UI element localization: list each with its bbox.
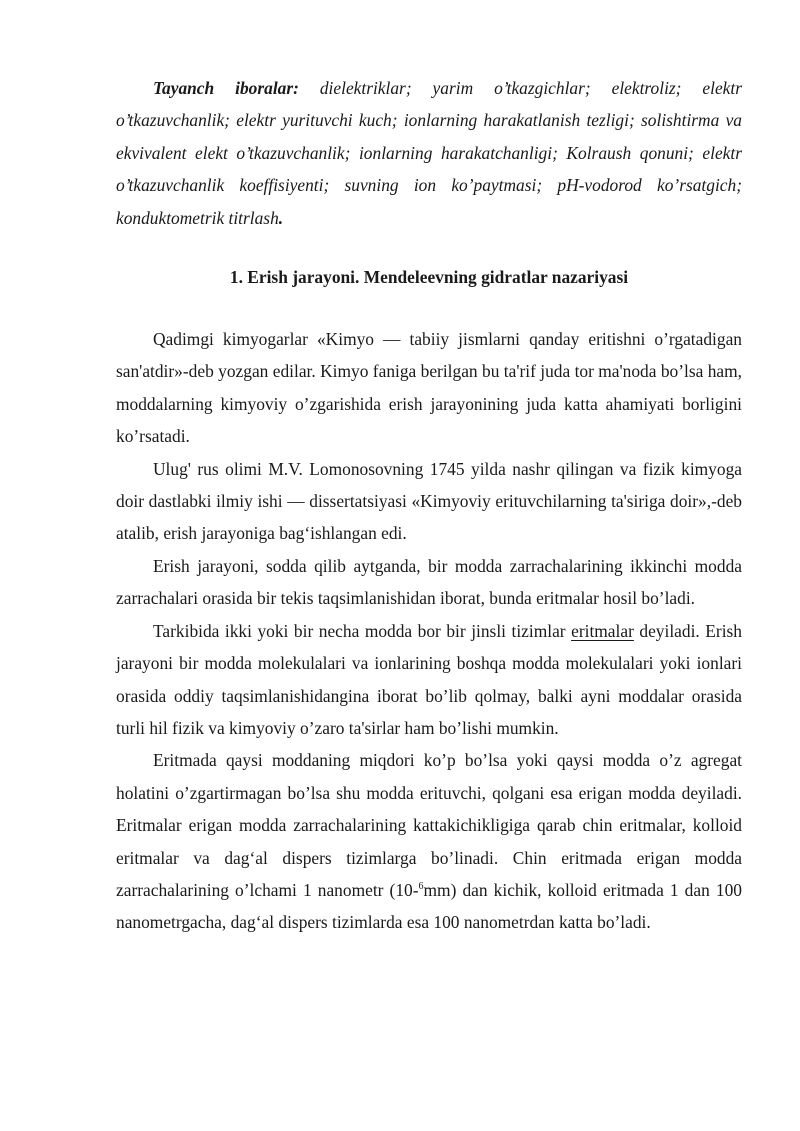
paragraph-2: Ulug' rus olimi M.V. Lomonosovning 1745 yilda nashr qilingan va fizik kimyoga doir dastlabki ilmiy ishi — dissertatsiyasi «Kimyoviy erituvchilarning ta'siriga doir»,-deb atalib, erish jarayoniga bag‘ishlangan edi. [116, 458, 742, 544]
keywords-label: Tayanch iboralar: [153, 78, 299, 98]
keywords-end: . [278, 207, 284, 228]
paragraph-4-text-end: deyiladi. Erish jarayoni bir modda molekulalari va ionlarining boshqa modda molekulalari yoki ionlari orasida oddiy taqsimlanishidangina iborat bo’lib qolmay, balki ayni moddalar orasida turli hil fizik va kimyoviy o’zaro ta'sirlar ham bo’lishi mumkin. [116, 620, 742, 738]
paragraph-5-text-end: mm) dan kichik, kolloid eritmada 1 dan 100 nanometrgacha, dag‘al dispers tizimlarda esa 100 nanometrdan katta bo’ladi. [116, 879, 742, 933]
paragraph-4-text-start: Tarkibida ikki yoki bir necha modda bor bir jinsli tizimlar [153, 620, 572, 641]
paragraph-3: Erish jarayoni, sodda qilib aytganda, bir modda zarrachalarining ikkinchi modda zarrachalari orasida bir tekis taqsimlanishidan iborat, bunda eritmalar hosil bo’ladi. [116, 555, 742, 609]
keywords-text: dielektriklar; yarim o’tkazgichlar; elektroliz; elektr o’tkazuvchanlik; elektr yurituvchi kuch; ionlarning harakatlanish tezligi; solishtirma va ekvivalent elekt o’tkazuvchanlik; ionlarning harakatchanligi; Kolraush qonuni; elektr o’tkazuvchanlik koeffisiyenti; suvning ion ko’paytmasi; pH-vodorod ko’rsatgich; konduktometrik titrlash [116, 78, 742, 228]
paragraph-5-text-start: Eritmada qaysi moddaning miqdori ko’p bo’lsa yoki qaysi modda o’z agregat holatini o’zgartirmagan bo’lsa shu modda erituvchi, qolgani esa erigan modda deyiladi. Eritmalar erigan modda zarrachalarining kattakichikligiga qarab chin eritmalar, kolloid eritmalar va dag‘al dispers tizimlarga bo’linadi. Chin eritmada erigan modda zarrachalarining o’lchami 1 nanometr (10- [116, 750, 742, 900]
paragraph-1: Qadimgi kimyogarlar «Kimyo — tabiiy jismlarni qanday eritishni o’rgatadigan san'atdir»-deb yozgan edilar. Kimyo faniga berilgan bu ta'rif juda tor ma'noda bo’lsa ham, moddalarning kimyoviy o’zgarishida erish jarayonining juda katta ahamiyati borligini ko’rsatadi. [116, 329, 742, 447]
section-heading: 1. Erish jarayoni. Mendeleevning gidratlar nazariyasi [229, 267, 629, 288]
exponent-superscript: 6 [418, 881, 424, 893]
keywords-paragraph [116, 72, 742, 234]
document-page [116, 72, 742, 939]
paragraph-4 [116, 615, 742, 745]
term-eritmalar: eritmalar [571, 620, 634, 641]
paragraph-5 [116, 744, 742, 938]
